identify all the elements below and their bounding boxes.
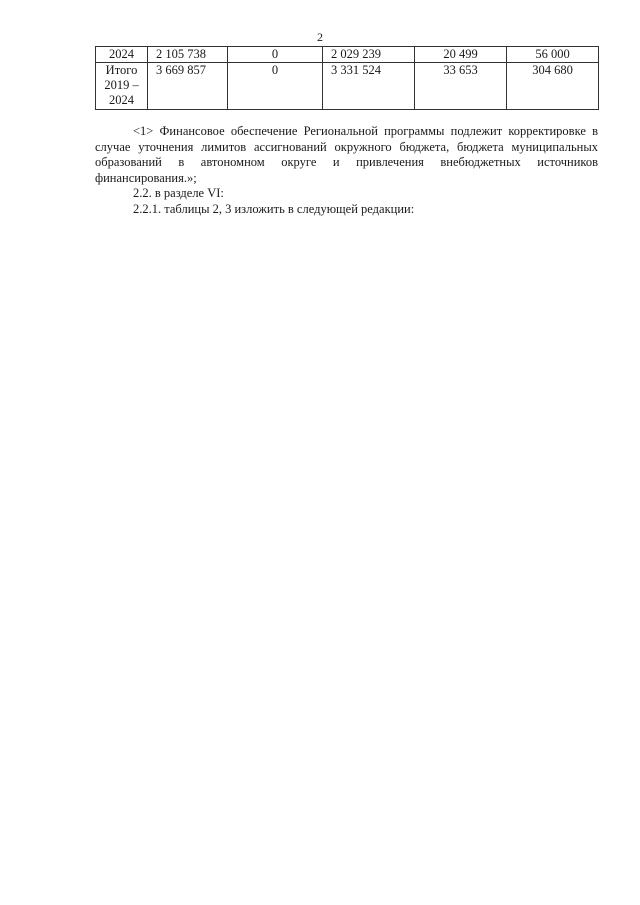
total-cell: 2 105 738 [148,47,228,63]
regional-cell: 2 029 239 [323,47,415,63]
table-row [96,47,599,63]
extrabudget-cell: 56 000 [507,47,599,63]
total-cell: 3 669 857 [148,63,228,110]
page-number: 2 [317,30,323,44]
year-cell: 2024 [96,47,148,63]
municipal-cell: 33 653 [415,63,507,110]
item-2-2-1: 2.2.1. таблицы 2, 3 изложить в следующей редакции: [133,201,415,216]
federal-cell: 0 [228,47,323,63]
footnote-paragraph: <1> Финансовое обеспечение Региональной программы подлежит корректировке в случае уточнения лимитов ассигнований окружного бюджета, бюджета муниципальных образований в автономном округе и привлечения внебюджетных источников финансирования.»; [95,124,598,185]
federal-cell: 0 [228,63,323,110]
financing-table [95,46,599,110]
regional-cell: 3 331 524 [323,63,415,110]
table-row-total [96,63,599,110]
extrabudget-cell: 304 680 [507,63,599,110]
municipal-cell: 20 499 [415,47,507,63]
body-text [95,124,598,217]
year-cell: Итого 2019 – 2024 [96,63,148,110]
item-2-2: 2.2. в разделе VI: [133,186,224,200]
